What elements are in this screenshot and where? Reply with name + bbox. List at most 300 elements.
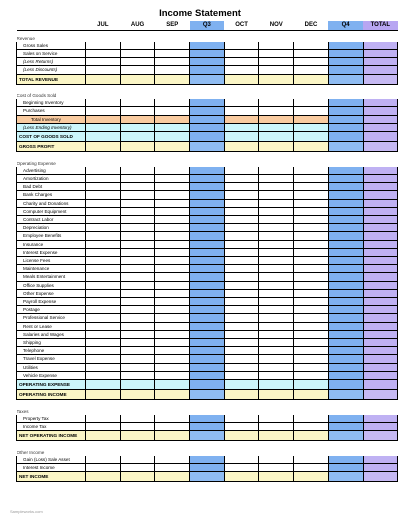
- salaries-and-wages-cell-aug[interactable]: [120, 330, 155, 338]
- rent-or-lease-cell-total[interactable]: [363, 322, 398, 330]
- gross-profit-cell-jul[interactable]: [86, 142, 121, 152]
- operating-expense-total-cell-sep[interactable]: [155, 380, 190, 390]
- maintenance-cell-dec[interactable]: [294, 265, 329, 273]
- gross-sales-cell-dec[interactable]: [294, 42, 329, 50]
- operating-income-cell-q4[interactable]: [328, 390, 363, 400]
- payroll-expense-cell-q3[interactable]: [190, 297, 225, 305]
- bank-charges-cell-nov[interactable]: [259, 191, 294, 199]
- net-income-cell-q4[interactable]: [328, 472, 363, 482]
- bad-debt-cell-nov[interactable]: [259, 183, 294, 191]
- interest-income-cell-sep[interactable]: [155, 464, 190, 472]
- rent-or-lease-cell-sep[interactable]: [155, 322, 190, 330]
- interest-income-cell-aug[interactable]: [120, 464, 155, 472]
- gross-sales-cell-oct[interactable]: [224, 42, 259, 50]
- gross-sales-cell-total[interactable]: [363, 42, 398, 50]
- beginning-inventory-cell-total[interactable]: [363, 99, 398, 107]
- bank-charges-cell-dec[interactable]: [294, 191, 329, 199]
- postage-cell-nov[interactable]: [259, 306, 294, 314]
- other-expense-cell-jul[interactable]: [86, 289, 121, 297]
- utilities-cell-q4[interactable]: [328, 363, 363, 371]
- total-revenue-cell-jul[interactable]: [86, 74, 121, 84]
- bank-charges-cell-sep[interactable]: [155, 191, 190, 199]
- gross-profit-cell-dec[interactable]: [294, 142, 329, 152]
- beginning-inventory-cell-sep[interactable]: [155, 99, 190, 107]
- interest-expense-cell-total[interactable]: [363, 248, 398, 256]
- bad-debt-cell-q4[interactable]: [328, 183, 363, 191]
- license-fees-cell-sep[interactable]: [155, 256, 190, 264]
- operating-income-cell-total[interactable]: [363, 390, 398, 400]
- other-expense-cell-total[interactable]: [363, 289, 398, 297]
- interest-expense-cell-jul[interactable]: [86, 248, 121, 256]
- utilities-cell-q3[interactable]: [190, 363, 225, 371]
- travel-expense-cell-aug[interactable]: [120, 355, 155, 363]
- cost-of-goods-sold-cell-nov[interactable]: [259, 132, 294, 142]
- contract-labor-cell-q3[interactable]: [190, 215, 225, 223]
- property-tax-cell-dec[interactable]: [294, 415, 329, 423]
- interest-expense-cell-q4[interactable]: [328, 248, 363, 256]
- total-inventory-cell-q4[interactable]: [328, 115, 363, 123]
- telephone-cell-total[interactable]: [363, 347, 398, 355]
- travel-expense-cell-dec[interactable]: [294, 355, 329, 363]
- bank-charges-cell-q3[interactable]: [190, 191, 225, 199]
- maintenance-cell-q4[interactable]: [328, 265, 363, 273]
- utilities-cell-oct[interactable]: [224, 363, 259, 371]
- rent-or-lease-cell-oct[interactable]: [224, 322, 259, 330]
- contract-labor-cell-sep[interactable]: [155, 215, 190, 223]
- rent-or-lease-cell-q4[interactable]: [328, 322, 363, 330]
- interest-income-cell-jul[interactable]: [86, 464, 121, 472]
- contract-labor-cell-total[interactable]: [363, 215, 398, 223]
- contract-labor-cell-dec[interactable]: [294, 215, 329, 223]
- payroll-expense-cell-dec[interactable]: [294, 297, 329, 305]
- gain-loss-sale-asset-cell-q4[interactable]: [328, 456, 363, 464]
- maintenance-cell-jul[interactable]: [86, 265, 121, 273]
- meals-entertainment-cell-jul[interactable]: [86, 273, 121, 281]
- utilities-cell-nov[interactable]: [259, 363, 294, 371]
- total-inventory-cell-nov[interactable]: [259, 115, 294, 123]
- total-inventory-cell-aug[interactable]: [120, 115, 155, 123]
- employee-benefits-cell-dec[interactable]: [294, 232, 329, 240]
- postage-cell-aug[interactable]: [120, 306, 155, 314]
- insurance-cell-q3[interactable]: [190, 240, 225, 248]
- less-ending-inventory-cell-sep[interactable]: [155, 123, 190, 131]
- vehicle-expense-cell-sep[interactable]: [155, 371, 190, 379]
- purchases-cell-nov[interactable]: [259, 107, 294, 115]
- less-discounts-cell-dec[interactable]: [294, 66, 329, 74]
- less-discounts-cell-q3[interactable]: [190, 66, 225, 74]
- less-returns-cell-q3[interactable]: [190, 58, 225, 66]
- amortization-cell-q3[interactable]: [190, 174, 225, 182]
- gross-profit-cell-nov[interactable]: [259, 142, 294, 152]
- bank-charges-cell-oct[interactable]: [224, 191, 259, 199]
- office-supplies-cell-sep[interactable]: [155, 281, 190, 289]
- sales-on-service-cell-dec[interactable]: [294, 49, 329, 57]
- telephone-cell-jul[interactable]: [86, 347, 121, 355]
- computer-equipment-cell-nov[interactable]: [259, 207, 294, 215]
- property-tax-cell-jul[interactable]: [86, 415, 121, 423]
- professional-service-cell-oct[interactable]: [224, 314, 259, 322]
- purchases-cell-q4[interactable]: [328, 107, 363, 115]
- meals-entertainment-cell-aug[interactable]: [120, 273, 155, 281]
- travel-expense-cell-jul[interactable]: [86, 355, 121, 363]
- net-income-cell-oct[interactable]: [224, 472, 259, 482]
- computer-equipment-cell-aug[interactable]: [120, 207, 155, 215]
- interest-income-cell-dec[interactable]: [294, 464, 329, 472]
- insurance-cell-sep[interactable]: [155, 240, 190, 248]
- shipping-cell-jul[interactable]: [86, 339, 121, 347]
- shipping-cell-oct[interactable]: [224, 339, 259, 347]
- advertising-cell-total[interactable]: [363, 167, 398, 175]
- charity-and-donations-cell-jul[interactable]: [86, 199, 121, 207]
- bank-charges-cell-aug[interactable]: [120, 191, 155, 199]
- sales-on-service-cell-aug[interactable]: [120, 49, 155, 57]
- professional-service-cell-dec[interactable]: [294, 314, 329, 322]
- total-inventory-cell-total[interactable]: [363, 115, 398, 123]
- net-income-cell-sep[interactable]: [155, 472, 190, 482]
- interest-expense-cell-q3[interactable]: [190, 248, 225, 256]
- office-supplies-cell-aug[interactable]: [120, 281, 155, 289]
- bad-debt-cell-dec[interactable]: [294, 183, 329, 191]
- license-fees-cell-oct[interactable]: [224, 256, 259, 264]
- gross-sales-cell-jul[interactable]: [86, 42, 121, 50]
- telephone-cell-oct[interactable]: [224, 347, 259, 355]
- payroll-expense-cell-nov[interactable]: [259, 297, 294, 305]
- beginning-inventory-cell-jul[interactable]: [86, 99, 121, 107]
- bad-debt-cell-q3[interactable]: [190, 183, 225, 191]
- gain-loss-sale-asset-cell-total[interactable]: [363, 456, 398, 464]
- gain-loss-sale-asset-cell-dec[interactable]: [294, 456, 329, 464]
- purchases-cell-q3[interactable]: [190, 107, 225, 115]
- computer-equipment-cell-q3[interactable]: [190, 207, 225, 215]
- less-returns-cell-aug[interactable]: [120, 58, 155, 66]
- cost-of-goods-sold-cell-total[interactable]: [363, 132, 398, 142]
- property-tax-cell-q4[interactable]: [328, 415, 363, 423]
- salaries-and-wages-cell-dec[interactable]: [294, 330, 329, 338]
- office-supplies-cell-nov[interactable]: [259, 281, 294, 289]
- income-tax-cell-total[interactable]: [363, 422, 398, 430]
- sales-on-service-cell-q3[interactable]: [190, 49, 225, 57]
- purchases-cell-oct[interactable]: [224, 107, 259, 115]
- property-tax-cell-sep[interactable]: [155, 415, 190, 423]
- less-returns-cell-dec[interactable]: [294, 58, 329, 66]
- net-operating-income-cell-oct[interactable]: [224, 431, 259, 441]
- gross-sales-cell-q4[interactable]: [328, 42, 363, 50]
- less-discounts-cell-nov[interactable]: [259, 66, 294, 74]
- interest-expense-cell-dec[interactable]: [294, 248, 329, 256]
- net-operating-income-cell-jul[interactable]: [86, 431, 121, 441]
- depreciation-cell-q4[interactable]: [328, 224, 363, 232]
- gross-sales-cell-sep[interactable]: [155, 42, 190, 50]
- property-tax-cell-aug[interactable]: [120, 415, 155, 423]
- utilities-cell-sep[interactable]: [155, 363, 190, 371]
- vehicle-expense-cell-jul[interactable]: [86, 371, 121, 379]
- charity-and-donations-cell-oct[interactable]: [224, 199, 259, 207]
- gain-loss-sale-asset-cell-oct[interactable]: [224, 456, 259, 464]
- amortization-cell-nov[interactable]: [259, 174, 294, 182]
- operating-income-cell-nov[interactable]: [259, 390, 294, 400]
- total-inventory-cell-jul[interactable]: [86, 115, 121, 123]
- other-expense-cell-oct[interactable]: [224, 289, 259, 297]
- bank-charges-cell-jul[interactable]: [86, 191, 121, 199]
- less-discounts-cell-aug[interactable]: [120, 66, 155, 74]
- meals-entertainment-cell-q4[interactable]: [328, 273, 363, 281]
- professional-service-cell-sep[interactable]: [155, 314, 190, 322]
- postage-cell-jul[interactable]: [86, 306, 121, 314]
- net-income-cell-dec[interactable]: [294, 472, 329, 482]
- operating-expense-total-cell-nov[interactable]: [259, 380, 294, 390]
- employee-benefits-cell-sep[interactable]: [155, 232, 190, 240]
- bad-debt-cell-sep[interactable]: [155, 183, 190, 191]
- total-revenue-cell-sep[interactable]: [155, 74, 190, 84]
- operating-income-cell-aug[interactable]: [120, 390, 155, 400]
- shipping-cell-aug[interactable]: [120, 339, 155, 347]
- vehicle-expense-cell-dec[interactable]: [294, 371, 329, 379]
- amortization-cell-jul[interactable]: [86, 174, 121, 182]
- shipping-cell-dec[interactable]: [294, 339, 329, 347]
- income-tax-cell-sep[interactable]: [155, 422, 190, 430]
- purchases-cell-total[interactable]: [363, 107, 398, 115]
- telephone-cell-sep[interactable]: [155, 347, 190, 355]
- telephone-cell-aug[interactable]: [120, 347, 155, 355]
- computer-equipment-cell-total[interactable]: [363, 207, 398, 215]
- rent-or-lease-cell-q3[interactable]: [190, 322, 225, 330]
- total-revenue-cell-aug[interactable]: [120, 74, 155, 84]
- interest-expense-cell-nov[interactable]: [259, 248, 294, 256]
- computer-equipment-cell-jul[interactable]: [86, 207, 121, 215]
- license-fees-cell-total[interactable]: [363, 256, 398, 264]
- postage-cell-total[interactable]: [363, 306, 398, 314]
- sales-on-service-cell-sep[interactable]: [155, 49, 190, 57]
- travel-expense-cell-nov[interactable]: [259, 355, 294, 363]
- net-income-cell-aug[interactable]: [120, 472, 155, 482]
- net-operating-income-cell-nov[interactable]: [259, 431, 294, 441]
- less-discounts-cell-q4[interactable]: [328, 66, 363, 74]
- advertising-cell-nov[interactable]: [259, 167, 294, 175]
- income-tax-cell-q4[interactable]: [328, 422, 363, 430]
- utilities-cell-total[interactable]: [363, 363, 398, 371]
- contract-labor-cell-jul[interactable]: [86, 215, 121, 223]
- interest-expense-cell-oct[interactable]: [224, 248, 259, 256]
- less-ending-inventory-cell-nov[interactable]: [259, 123, 294, 131]
- cost-of-goods-sold-cell-dec[interactable]: [294, 132, 329, 142]
- amortization-cell-oct[interactable]: [224, 174, 259, 182]
- shipping-cell-sep[interactable]: [155, 339, 190, 347]
- insurance-cell-jul[interactable]: [86, 240, 121, 248]
- salaries-and-wages-cell-nov[interactable]: [259, 330, 294, 338]
- operating-expense-total-cell-q4[interactable]: [328, 380, 363, 390]
- insurance-cell-q4[interactable]: [328, 240, 363, 248]
- vehicle-expense-cell-total[interactable]: [363, 371, 398, 379]
- telephone-cell-q3[interactable]: [190, 347, 225, 355]
- less-returns-cell-oct[interactable]: [224, 58, 259, 66]
- utilities-cell-aug[interactable]: [120, 363, 155, 371]
- salaries-and-wages-cell-q4[interactable]: [328, 330, 363, 338]
- gross-profit-cell-q4[interactable]: [328, 142, 363, 152]
- less-discounts-cell-oct[interactable]: [224, 66, 259, 74]
- total-revenue-cell-oct[interactable]: [224, 74, 259, 84]
- advertising-cell-oct[interactable]: [224, 167, 259, 175]
- other-expense-cell-q4[interactable]: [328, 289, 363, 297]
- charity-and-donations-cell-q3[interactable]: [190, 199, 225, 207]
- rent-or-lease-cell-aug[interactable]: [120, 322, 155, 330]
- postage-cell-q3[interactable]: [190, 306, 225, 314]
- postage-cell-sep[interactable]: [155, 306, 190, 314]
- utilities-cell-dec[interactable]: [294, 363, 329, 371]
- property-tax-cell-total[interactable]: [363, 415, 398, 423]
- office-supplies-cell-jul[interactable]: [86, 281, 121, 289]
- other-expense-cell-nov[interactable]: [259, 289, 294, 297]
- sales-on-service-cell-oct[interactable]: [224, 49, 259, 57]
- gross-profit-cell-total[interactable]: [363, 142, 398, 152]
- professional-service-cell-aug[interactable]: [120, 314, 155, 322]
- travel-expense-cell-oct[interactable]: [224, 355, 259, 363]
- depreciation-cell-total[interactable]: [363, 224, 398, 232]
- gain-loss-sale-asset-cell-q3[interactable]: [190, 456, 225, 464]
- insurance-cell-nov[interactable]: [259, 240, 294, 248]
- payroll-expense-cell-oct[interactable]: [224, 297, 259, 305]
- advertising-cell-q4[interactable]: [328, 167, 363, 175]
- operating-income-cell-sep[interactable]: [155, 390, 190, 400]
- salaries-and-wages-cell-sep[interactable]: [155, 330, 190, 338]
- beginning-inventory-cell-dec[interactable]: [294, 99, 329, 107]
- operating-income-cell-oct[interactable]: [224, 390, 259, 400]
- bad-debt-cell-oct[interactable]: [224, 183, 259, 191]
- payroll-expense-cell-sep[interactable]: [155, 297, 190, 305]
- less-discounts-cell-total[interactable]: [363, 66, 398, 74]
- salaries-and-wages-cell-total[interactable]: [363, 330, 398, 338]
- depreciation-cell-nov[interactable]: [259, 224, 294, 232]
- interest-expense-cell-sep[interactable]: [155, 248, 190, 256]
- operating-expense-total-cell-jul[interactable]: [86, 380, 121, 390]
- vehicle-expense-cell-aug[interactable]: [120, 371, 155, 379]
- maintenance-cell-nov[interactable]: [259, 265, 294, 273]
- employee-benefits-cell-q3[interactable]: [190, 232, 225, 240]
- rent-or-lease-cell-nov[interactable]: [259, 322, 294, 330]
- depreciation-cell-dec[interactable]: [294, 224, 329, 232]
- net-operating-income-cell-q3[interactable]: [190, 431, 225, 441]
- insurance-cell-aug[interactable]: [120, 240, 155, 248]
- advertising-cell-aug[interactable]: [120, 167, 155, 175]
- meals-entertainment-cell-sep[interactable]: [155, 273, 190, 281]
- meals-entertainment-cell-total[interactable]: [363, 273, 398, 281]
- depreciation-cell-jul[interactable]: [86, 224, 121, 232]
- less-ending-inventory-cell-total[interactable]: [363, 123, 398, 131]
- meals-entertainment-cell-q3[interactable]: [190, 273, 225, 281]
- utilities-cell-jul[interactable]: [86, 363, 121, 371]
- professional-service-cell-jul[interactable]: [86, 314, 121, 322]
- operating-expense-total-cell-aug[interactable]: [120, 380, 155, 390]
- less-ending-inventory-cell-jul[interactable]: [86, 123, 121, 131]
- net-income-cell-jul[interactable]: [86, 472, 121, 482]
- cost-of-goods-sold-cell-aug[interactable]: [120, 132, 155, 142]
- rent-or-lease-cell-dec[interactable]: [294, 322, 329, 330]
- total-revenue-cell-nov[interactable]: [259, 74, 294, 84]
- operating-expense-total-cell-dec[interactable]: [294, 380, 329, 390]
- bank-charges-cell-total[interactable]: [363, 191, 398, 199]
- income-tax-cell-jul[interactable]: [86, 422, 121, 430]
- payroll-expense-cell-jul[interactable]: [86, 297, 121, 305]
- travel-expense-cell-sep[interactable]: [155, 355, 190, 363]
- travel-expense-cell-q3[interactable]: [190, 355, 225, 363]
- net-operating-income-cell-sep[interactable]: [155, 431, 190, 441]
- sales-on-service-cell-q4[interactable]: [328, 49, 363, 57]
- contract-labor-cell-q4[interactable]: [328, 215, 363, 223]
- less-ending-inventory-cell-dec[interactable]: [294, 123, 329, 131]
- vehicle-expense-cell-nov[interactable]: [259, 371, 294, 379]
- property-tax-cell-oct[interactable]: [224, 415, 259, 423]
- travel-expense-cell-total[interactable]: [363, 355, 398, 363]
- beginning-inventory-cell-q4[interactable]: [328, 99, 363, 107]
- shipping-cell-total[interactable]: [363, 339, 398, 347]
- professional-service-cell-nov[interactable]: [259, 314, 294, 322]
- meals-entertainment-cell-oct[interactable]: [224, 273, 259, 281]
- office-supplies-cell-q3[interactable]: [190, 281, 225, 289]
- gross-sales-cell-q3[interactable]: [190, 42, 225, 50]
- vehicle-expense-cell-oct[interactable]: [224, 371, 259, 379]
- advertising-cell-dec[interactable]: [294, 167, 329, 175]
- gross-profit-cell-sep[interactable]: [155, 142, 190, 152]
- interest-income-cell-oct[interactable]: [224, 464, 259, 472]
- insurance-cell-total[interactable]: [363, 240, 398, 248]
- travel-expense-cell-q4[interactable]: [328, 355, 363, 363]
- contract-labor-cell-aug[interactable]: [120, 215, 155, 223]
- interest-expense-cell-aug[interactable]: [120, 248, 155, 256]
- advertising-cell-sep[interactable]: [155, 167, 190, 175]
- meals-entertainment-cell-dec[interactable]: [294, 273, 329, 281]
- insurance-cell-dec[interactable]: [294, 240, 329, 248]
- interest-income-cell-q4[interactable]: [328, 464, 363, 472]
- property-tax-cell-nov[interactable]: [259, 415, 294, 423]
- office-supplies-cell-q4[interactable]: [328, 281, 363, 289]
- maintenance-cell-sep[interactable]: [155, 265, 190, 273]
- interest-income-cell-q3[interactable]: [190, 464, 225, 472]
- cost-of-goods-sold-cell-jul[interactable]: [86, 132, 121, 142]
- less-discounts-cell-sep[interactable]: [155, 66, 190, 74]
- total-revenue-cell-dec[interactable]: [294, 74, 329, 84]
- operating-income-cell-dec[interactable]: [294, 390, 329, 400]
- telephone-cell-nov[interactable]: [259, 347, 294, 355]
- office-supplies-cell-oct[interactable]: [224, 281, 259, 289]
- depreciation-cell-q3[interactable]: [190, 224, 225, 232]
- less-returns-cell-total[interactable]: [363, 58, 398, 66]
- less-ending-inventory-cell-oct[interactable]: [224, 123, 259, 131]
- computer-equipment-cell-sep[interactable]: [155, 207, 190, 215]
- advertising-cell-q3[interactable]: [190, 167, 225, 175]
- total-revenue-cell-q3[interactable]: [190, 74, 225, 84]
- charity-and-donations-cell-dec[interactable]: [294, 199, 329, 207]
- maintenance-cell-aug[interactable]: [120, 265, 155, 273]
- operating-expense-total-cell-q3[interactable]: [190, 380, 225, 390]
- shipping-cell-q3[interactable]: [190, 339, 225, 347]
- less-returns-cell-q4[interactable]: [328, 58, 363, 66]
- net-income-cell-q3[interactable]: [190, 472, 225, 482]
- shipping-cell-q4[interactable]: [328, 339, 363, 347]
- employee-benefits-cell-nov[interactable]: [259, 232, 294, 240]
- cost-of-goods-sold-cell-oct[interactable]: [224, 132, 259, 142]
- net-income-cell-total[interactable]: [363, 472, 398, 482]
- gain-loss-sale-asset-cell-aug[interactable]: [120, 456, 155, 464]
- professional-service-cell-q3[interactable]: [190, 314, 225, 322]
- salaries-and-wages-cell-oct[interactable]: [224, 330, 259, 338]
- cost-of-goods-sold-cell-q3[interactable]: [190, 132, 225, 142]
- vehicle-expense-cell-q4[interactable]: [328, 371, 363, 379]
- less-ending-inventory-cell-q4[interactable]: [328, 123, 363, 131]
- contract-labor-cell-nov[interactable]: [259, 215, 294, 223]
- payroll-expense-cell-total[interactable]: [363, 297, 398, 305]
- amortization-cell-q4[interactable]: [328, 174, 363, 182]
- operating-income-cell-q3[interactable]: [190, 390, 225, 400]
- sales-on-service-cell-total[interactable]: [363, 49, 398, 57]
